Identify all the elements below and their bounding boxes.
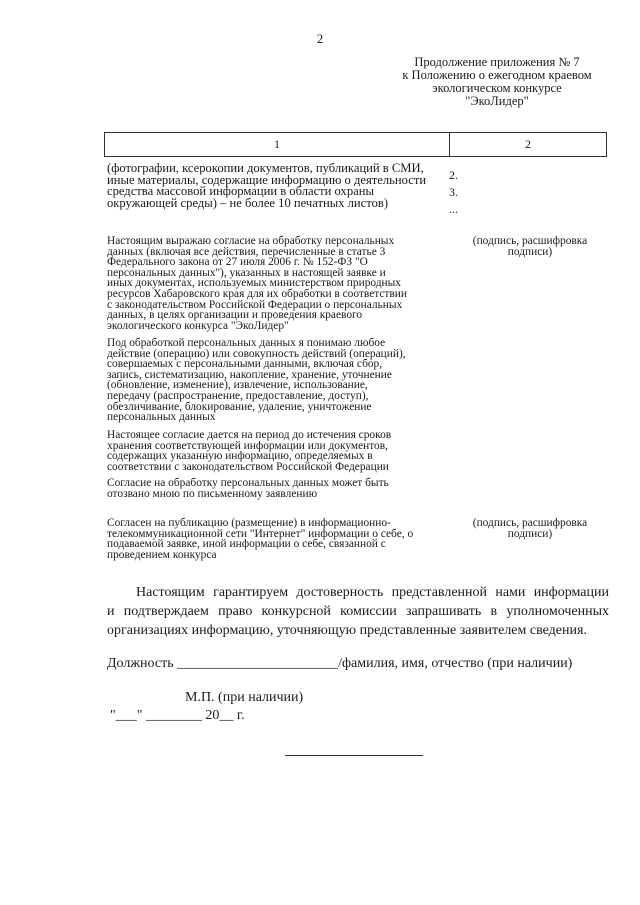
appendix-header-line: "ЭкоЛидер" (465, 94, 529, 108)
text-line: отозвано мною по письменному заявлению (107, 487, 318, 500)
page-number: 2 (316, 31, 324, 46)
text-line: Настоящим выражаю согласие на обработку персональных (107, 235, 395, 247)
text-line: (фотографии, ксерокопии документов, публикаций в СМИ, (107, 161, 424, 175)
list-item: 3. (449, 185, 458, 199)
signature-note (450, 236, 610, 257)
text-line: телекоммуникационной сети "Интернет" информации о себе, о (107, 527, 414, 540)
guarantee-statement (107, 583, 609, 640)
text-line: хранения соответствующей информации или документов, (107, 439, 388, 452)
appendix-header-line: к Положению о ежегодном краевом (402, 68, 592, 82)
text-line: подписи) (507, 245, 553, 258)
publication-consent-paragraph (107, 518, 447, 560)
consent-period-paragraph (107, 430, 447, 472)
processing-definition-paragraph (107, 338, 447, 423)
text-line: подаваемой заявке, иной информации о себе, связанной с (107, 538, 386, 551)
text-line: Согласие на обработку персональных данных может быть (107, 477, 389, 489)
text-line: и подтверждаем право конкурсной комиссии запрашивать в уполномоченных (107, 604, 609, 619)
position-signature-line: Должность _______________________/фамилия, имя, отчество (при наличии) (107, 656, 573, 671)
text-line: организациях информацию, уточняющую представленные заявителем сведения. (107, 623, 587, 638)
date-line: "___" ________ 20__ г. (110, 708, 245, 723)
appendix-header (380, 56, 614, 108)
text-line: передачу (распространение, предоставление, доступ), (107, 389, 369, 402)
text-line: Федерального закона от 27 июля 2006 г. № 152-ФЗ "О (107, 256, 368, 269)
appendix-header-line: Продолжение приложения № 7 (414, 55, 580, 69)
text-line: проведением конкурса (107, 548, 217, 561)
materials-list (449, 167, 458, 218)
table-header-col1: 1 (105, 133, 450, 156)
signature-line (285, 755, 423, 756)
materials-paragraph (107, 163, 447, 209)
text-line: экологического конкурса "ЭкоЛидер" (107, 319, 289, 332)
text-line: запись, систематизацию, накопление, хранение, уточнение (107, 368, 392, 381)
text-line: ресурсов Хабаровского края для их обработки в соответствии (107, 287, 407, 300)
text-line: Под обработкой персональных данных я понимаю любое (107, 337, 386, 349)
text-line: обезличивание, блокирование, удаление, уничтожение (107, 400, 372, 413)
text-line: содержащих указанную информацию, определяемых в (107, 450, 373, 463)
text-line: (подпись, расшифровка (472, 235, 588, 247)
text-line: соответствии с законодательством Российской Федерации (107, 460, 389, 473)
consent-paragraph (107, 236, 447, 331)
text-line: подписи) (507, 527, 553, 540)
text-line: данных (включая все действия, перечисленные в статье 3 (107, 245, 386, 258)
text-line: с законодательством Российской Федерации о персональных (107, 298, 403, 311)
list-item: 2. (449, 168, 458, 182)
text-line: окружающей среды) – не более 10 печатных листов) (107, 195, 389, 210)
text-line: персональных данных"), указанных в настоящей заявке и (107, 266, 386, 279)
signature-note (450, 518, 610, 539)
table-header (104, 132, 607, 157)
appendix-header-line: экологическом конкурсе (432, 81, 562, 95)
text-line: (подпись, расшифровка (472, 517, 588, 529)
text-line: иных документах, используемых министерством природных (107, 277, 401, 290)
consent-withdrawal-paragraph (107, 478, 447, 499)
text-line: Настоящее согласие дается на период до истечения сроков (107, 429, 392, 441)
table-header-col2: 2 (525, 137, 531, 151)
text-line: действие (операцию) или совокупность действий (операций), (107, 347, 406, 360)
text-line: совершаемых с персональными данными, включая сбор, (107, 358, 383, 371)
text-line: средства массовой информации в области охраны (107, 184, 374, 198)
list-item: ... (449, 202, 458, 216)
text-line: данных, в целях организации и проведения краевого (107, 309, 363, 322)
text-line: персональных данных (107, 411, 216, 424)
text-line: иные материалы, содержащие информацию о деятельности (107, 172, 427, 187)
text-line: Согласен на публикацию (размещение) в информационно- (107, 517, 391, 529)
stamp-placeholder: М.П. (при наличии) (185, 690, 304, 705)
text-line: (обновление, изменение), извлечение, использование, (107, 379, 368, 392)
text-line: Настоящим гарантируем достоверность представленной нами информации (136, 585, 609, 600)
